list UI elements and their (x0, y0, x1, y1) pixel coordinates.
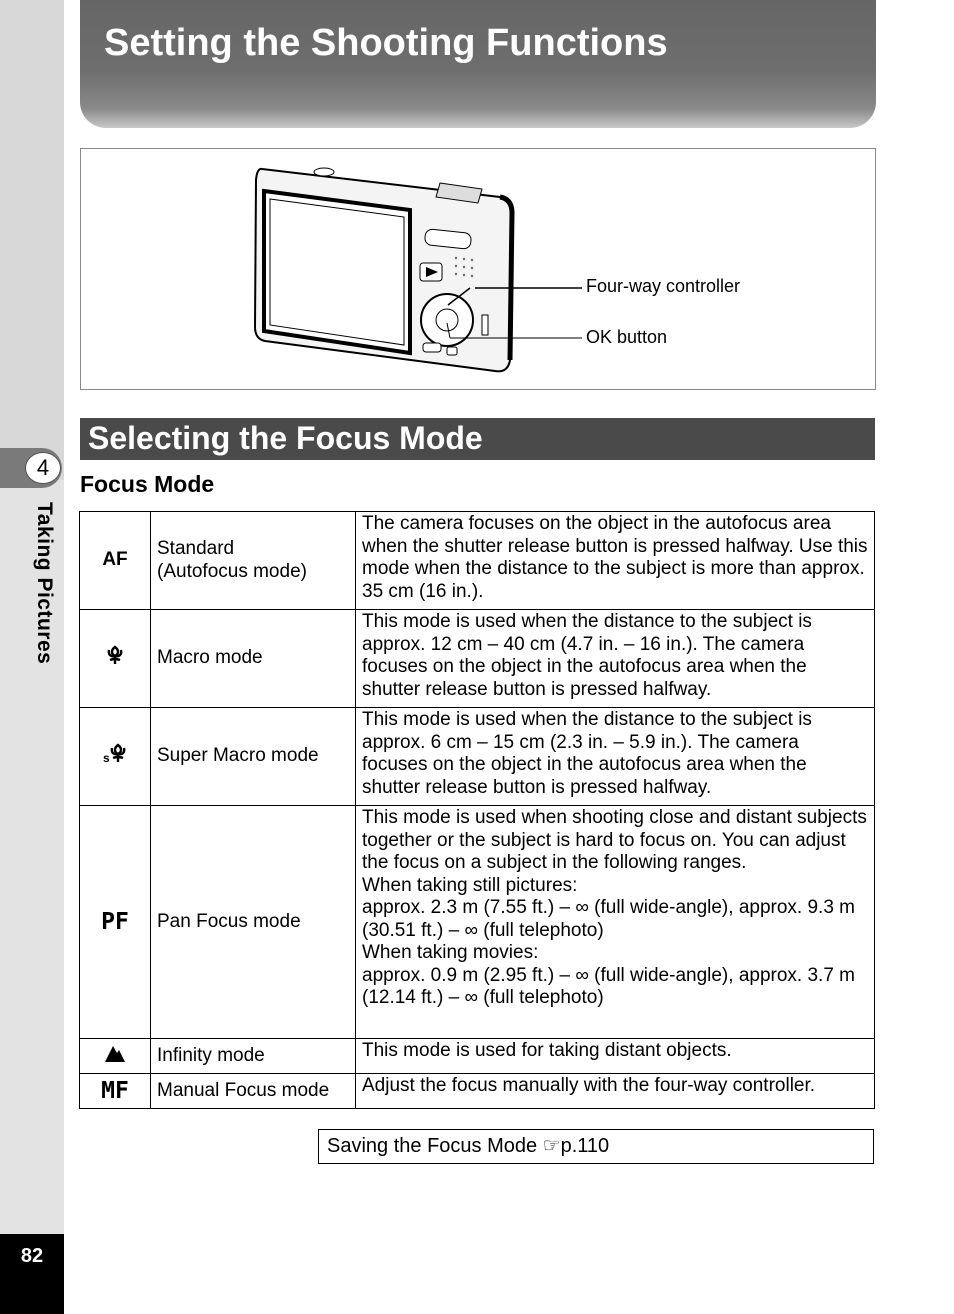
table-row (80, 512, 875, 610)
mode-description: The camera focuses on the object in the autofocus area when the shutter release button is pressed halfway. Use this mode when the distance to the subject is more than approx. 35 cm (16 in.). (356, 512, 875, 610)
mode-name: Manual Focus mode (151, 1074, 356, 1109)
af-icon: AF (80, 512, 151, 610)
mode-description: This mode is used when the distance to the subject is approx. 6 cm – 15 cm (2.3 in. – 5.9 in.). The camera focuses on the object in the autofocus area when the shutter release button is pressed halfway. (356, 708, 875, 806)
mode-description: This mode is used when the distance to the subject is approx. 12 cm – 40 cm (4.7 in. – 16 in.). The camera focuses on the object in the autofocus area when the shutter release button is pressed halfway. (356, 610, 875, 708)
table-row (80, 1074, 875, 1109)
section-title: Selecting the Focus Mode (88, 420, 483, 456)
chapter-number: 4 (25, 452, 61, 484)
table-row (80, 806, 875, 1039)
mode-name: Pan Focus mode (151, 806, 356, 1039)
pan-focus-icon: PF (80, 806, 151, 1039)
page-number: 82 (0, 1234, 64, 1314)
callout-ok-button: OK button (586, 327, 668, 347)
focus-mode-subtitle: Focus Mode (80, 471, 215, 497)
super-macro-icon (80, 708, 151, 806)
mode-name: Infinity mode (151, 1039, 356, 1074)
table-row (80, 1039, 875, 1074)
mode-description: This mode is used when shooting close and distant subjects together or the subject is hard to focus on. You can adjust the focus on a subject in the following ranges. When taking still pictures: approx. 2.3 m (7.55 ft.) – ∞ (full wide-angle), approx. 9.3 m (30.51 ft.) – ∞ (full telephoto) When taking movies: approx. 0.9 m (2.95 ft.) – ∞ (full wide-angle), approx. 3.7 m (12.14 ft.) – ∞ (full telephoto) (356, 806, 875, 1039)
table-row (80, 610, 875, 708)
svg-text:s: s (103, 751, 110, 765)
mode-description: Adjust the focus manually with the four-way controller. (356, 1074, 875, 1109)
mode-description: This mode is used for taking distant objects. (356, 1039, 875, 1074)
sidebar-top-shade (0, 0, 64, 480)
infinity-mountain-icon (80, 1039, 151, 1074)
chapter-label: Taking Pictures (33, 502, 56, 665)
macro-flower-icon (80, 610, 151, 708)
mode-name: Standard (Autofocus mode) (151, 512, 356, 610)
camera-illustration-icon (250, 155, 590, 380)
callout-four-way-controller: Four-way controller (586, 276, 741, 296)
manual-focus-icon: MF (80, 1074, 151, 1109)
table-row (80, 708, 875, 806)
focus-mode-table (79, 511, 875, 1109)
reference-link-box[interactable]: Saving the Focus Mode ☞p.110 (318, 1129, 874, 1164)
mode-name: Macro mode (151, 610, 356, 708)
page-title: Setting the Shooting Functions (104, 22, 668, 64)
mode-name: Super Macro mode (151, 708, 356, 806)
